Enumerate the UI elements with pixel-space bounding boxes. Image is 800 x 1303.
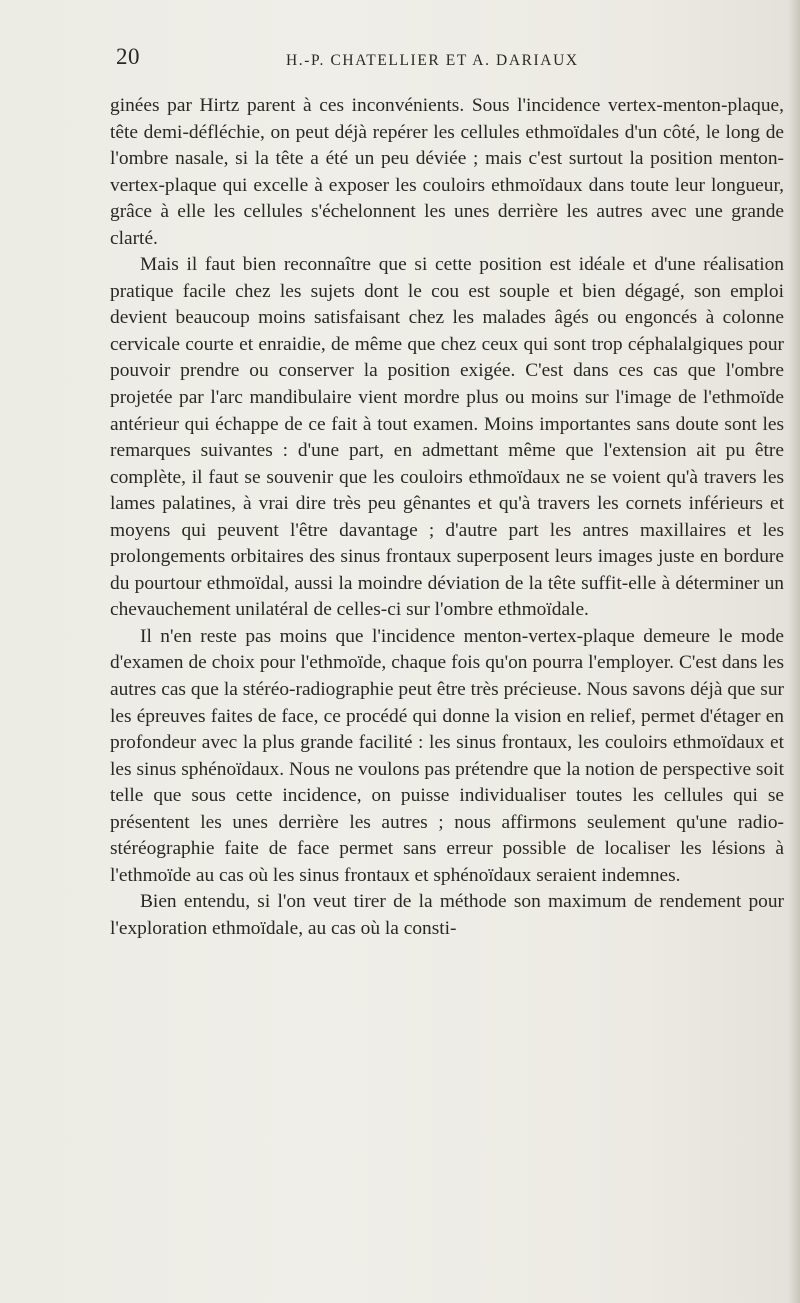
page-number: 20 bbox=[116, 44, 140, 69]
running-head: H.-P. CHATELLIER ET A. DARIAUX bbox=[286, 52, 579, 69]
page-header bbox=[112, 44, 782, 78]
page-edge-shadow bbox=[788, 0, 800, 1303]
paragraph-continuation: ginées par Hirtz parent à ces inconvénients. Sous l'incidence vertex-menton-plaque, tête demi-défléchie, on peut déjà repérer les cellules ethmoïdales d'un côté, le long de l'ombre nasale, si la tête a été un peu déviée ; mais c'est surtout la position menton-vertex-plaque qui excelle à exposer les couloirs ethmoïdaux dans toute leur longueur, grâce à elle les cellules s'échelonnent les unes derrière les autres avec une grande clarté. bbox=[110, 95, 784, 249]
paragraph: Mais il faut bien reconnaître que si cette position est idéale et d'une réalisation pratique facile chez les sujets dont le cou est souple et bien dégagé, son emploi devient beaucoup moins satisfaisant chez les malades âgés ou engoncés à colonne cervicale courte et enraidie, de même que chez ceux qui sont trop céphalalgiques pour pouvoir prendre ou conserver la position exigée. C'est dans ces cas que l'ombre projetée par l'arc mandibulaire vient mordre plus ou moins sur l'image de l'ethmoïde antérieur qui échappe de ce fait à tout examen. Moins importantes sans doute sont les remarques suivantes : d'une part, en admettant même que l'extension ait pu être complète, il faut se souvenir que les couloirs ethmoïdaux ne se voient qu'à travers les lames palatines, à vrai dire très peu gênantes et qu'à travers les cornets inférieurs et moyens qui peuvent l'être davantage ; d'autre part les antres maxillaires et les prolongements orbitaires des sinus frontaux superposent leurs images juste en bordure du pourtour ethmoïdal, aussi la moindre déviation de la tête suffit-elle à déterminer un chevauchement unilatéral de celles-ci sur l'ombre ethmoïdale. bbox=[110, 254, 784, 621]
paragraph: Bien entendu, si l'on veut tirer de la méthode son maximum de rendement pour l'exploration ethmoïdale, au cas où la consti- bbox=[110, 891, 784, 939]
body-text bbox=[110, 93, 784, 943]
paragraph: Il n'en reste pas moins que l'incidence menton-vertex-plaque demeure le mode d'examen de choix pour l'ethmoïde, chaque fois qu'on pourra l'employer. C'est dans les autres cas que la stéréo-radiographie peut être très précieuse. Nous savons déjà que sur les épreuves faites de face, ce procédé qui donne la vision en relief, permet d'étager en profondeur avec la plus grande facilité : les sinus frontaux, les couloirs ethmoïdaux et les sinus sphénoïdaux. Nous ne voulons pas prétendre que la notion de perspective soit telle que sous cette incidence, on puisse individualiser toutes les cellules qui se présentent les unes derrière les autres ; nous affirmons seulement qu'une radio-stéréographie faite de face permet sans erreur possible de localiser les lésions à l'ethmoïde au cas où les sinus frontaux et sphénoïdaux seraient indemnes. bbox=[110, 625, 784, 886]
